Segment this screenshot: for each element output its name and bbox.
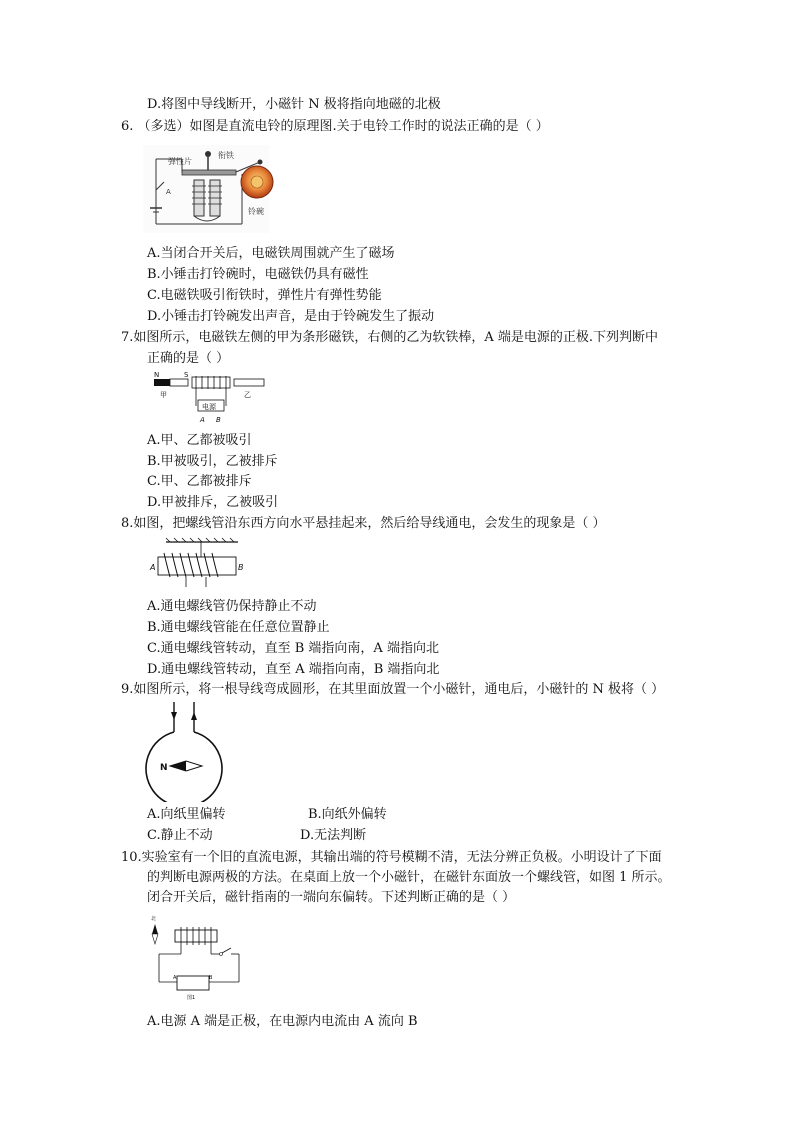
magnet-n-label: N <box>154 371 160 379</box>
question-9-option-a: A.向纸里偏转 <box>147 807 226 822</box>
question-9-option-b: B.向纸外偏转 <box>308 807 387 822</box>
loop-n-label: N <box>160 763 168 773</box>
line-q5-option-d: D.将图中导线断开，小磁针 N 极将指向地磁的北极 <box>147 97 441 112</box>
question-7-option-c: C.甲、乙都被排斥 <box>147 474 252 489</box>
north-label: 北 <box>151 916 157 922</box>
bell-bowl-label: 铃碗 <box>248 207 264 216</box>
magnet-b-label: B <box>216 416 221 424</box>
circuit-b-label: B <box>209 975 213 981</box>
circuit-a-label: A <box>173 975 177 981</box>
figure-bell-bowl <box>237 160 277 220</box>
question-10-option-a: A.电源 A 端是正极，在电源内电流由 A 流向 B <box>147 1014 418 1029</box>
figure-1-circuit <box>147 910 247 1002</box>
question-7-option-b: B.甲被吸引，乙被排斥 <box>147 454 278 469</box>
question-9-option-c: C.静止不动 <box>147 828 213 843</box>
magnet-yi-label: 乙 <box>244 391 251 399</box>
magnet-s-label: S <box>184 371 189 379</box>
question-9-option-d: D.无法判断 <box>300 828 367 843</box>
question-8-option-c: C.通电螺线管转动，直至 B 端指向南，A 端指向北 <box>147 641 439 656</box>
question-6-option-d: D.小锤击打铃碗发出声音，是由于铃碗发生了振动 <box>147 309 435 324</box>
question-8-option-a: A.通电螺线管仍保持静止不动 <box>147 599 317 614</box>
figure-hanging-solenoid <box>148 537 248 589</box>
question-7: 7.如图所示，电磁铁左侧的甲为条形磁铁，右侧的乙为软铁棒，A 端是电源的正极.下列判断中 <box>121 330 659 345</box>
figure-1-caption: 图1 <box>187 995 196 1001</box>
power-source-label: 电源 <box>202 403 216 411</box>
question-10: 10.实验室有一个旧的直流电源，其输出端的符号模糊不清，无法分辨正负极。小明设计了下面 <box>121 850 662 865</box>
magnet-a-label: A <box>200 416 205 424</box>
question-10-continued-1: 的判断电源两极的方法。在桌面上放一个小磁针，在磁针东面放一个螺线管，如图 1 所示。 <box>147 870 671 885</box>
question-8-option-b: B.通电螺线管能在任意位置静止 <box>147 620 330 635</box>
question-8-option-d: D.通电螺线管转动，直至 A 端指向南，B 端指向北 <box>147 662 440 677</box>
question-8: 8.如图，把螺线管沿东西方向水平悬挂起来，然后给导线通电，会发生的现象是（ ） <box>121 516 606 531</box>
question-7-continued: 正确的是（ ） <box>147 351 230 366</box>
bell-a-label: A <box>166 188 171 196</box>
question-6-option-c: C.电磁铁吸引衔铁时，弹性片有弹性势能 <box>147 288 382 303</box>
magnet-jia-label: 甲 <box>160 391 167 399</box>
question-6-option-b: B.小锤击打铃碗时，电磁铁仍具有磁性 <box>147 267 369 282</box>
question-7-option-a: A.甲、乙都被吸引 <box>147 433 252 448</box>
solenoid-a-label: A <box>150 563 156 572</box>
question-6-option-a: A.当闭合开关后，电磁铁周围就产生了磁场 <box>147 246 395 261</box>
question-10-continued-2: 闭合开关后，磁针指南的一端向东偏转。下述判断正确的是（ ） <box>147 890 516 905</box>
question-7-option-d: D.甲被排斥，乙被吸引 <box>147 495 279 510</box>
armature-label: 衔铁 <box>218 151 234 160</box>
solenoid-b-label: B <box>238 563 244 572</box>
question-9: 9.如图所示，将一根导线弯成圆形，在其里面放置一个小磁针，通电后，小磁针的 N 极将（ ） <box>121 682 665 697</box>
question-6: 6. （多选）如图是直流电铃的原理图.关于电铃工作时的说法正确的是（ ） <box>121 119 549 134</box>
spring-strip-label: 弹性片 <box>168 157 192 166</box>
figure-wire-loop-compass <box>140 700 230 802</box>
figure-bar-magnet-electromagnet <box>152 368 266 426</box>
